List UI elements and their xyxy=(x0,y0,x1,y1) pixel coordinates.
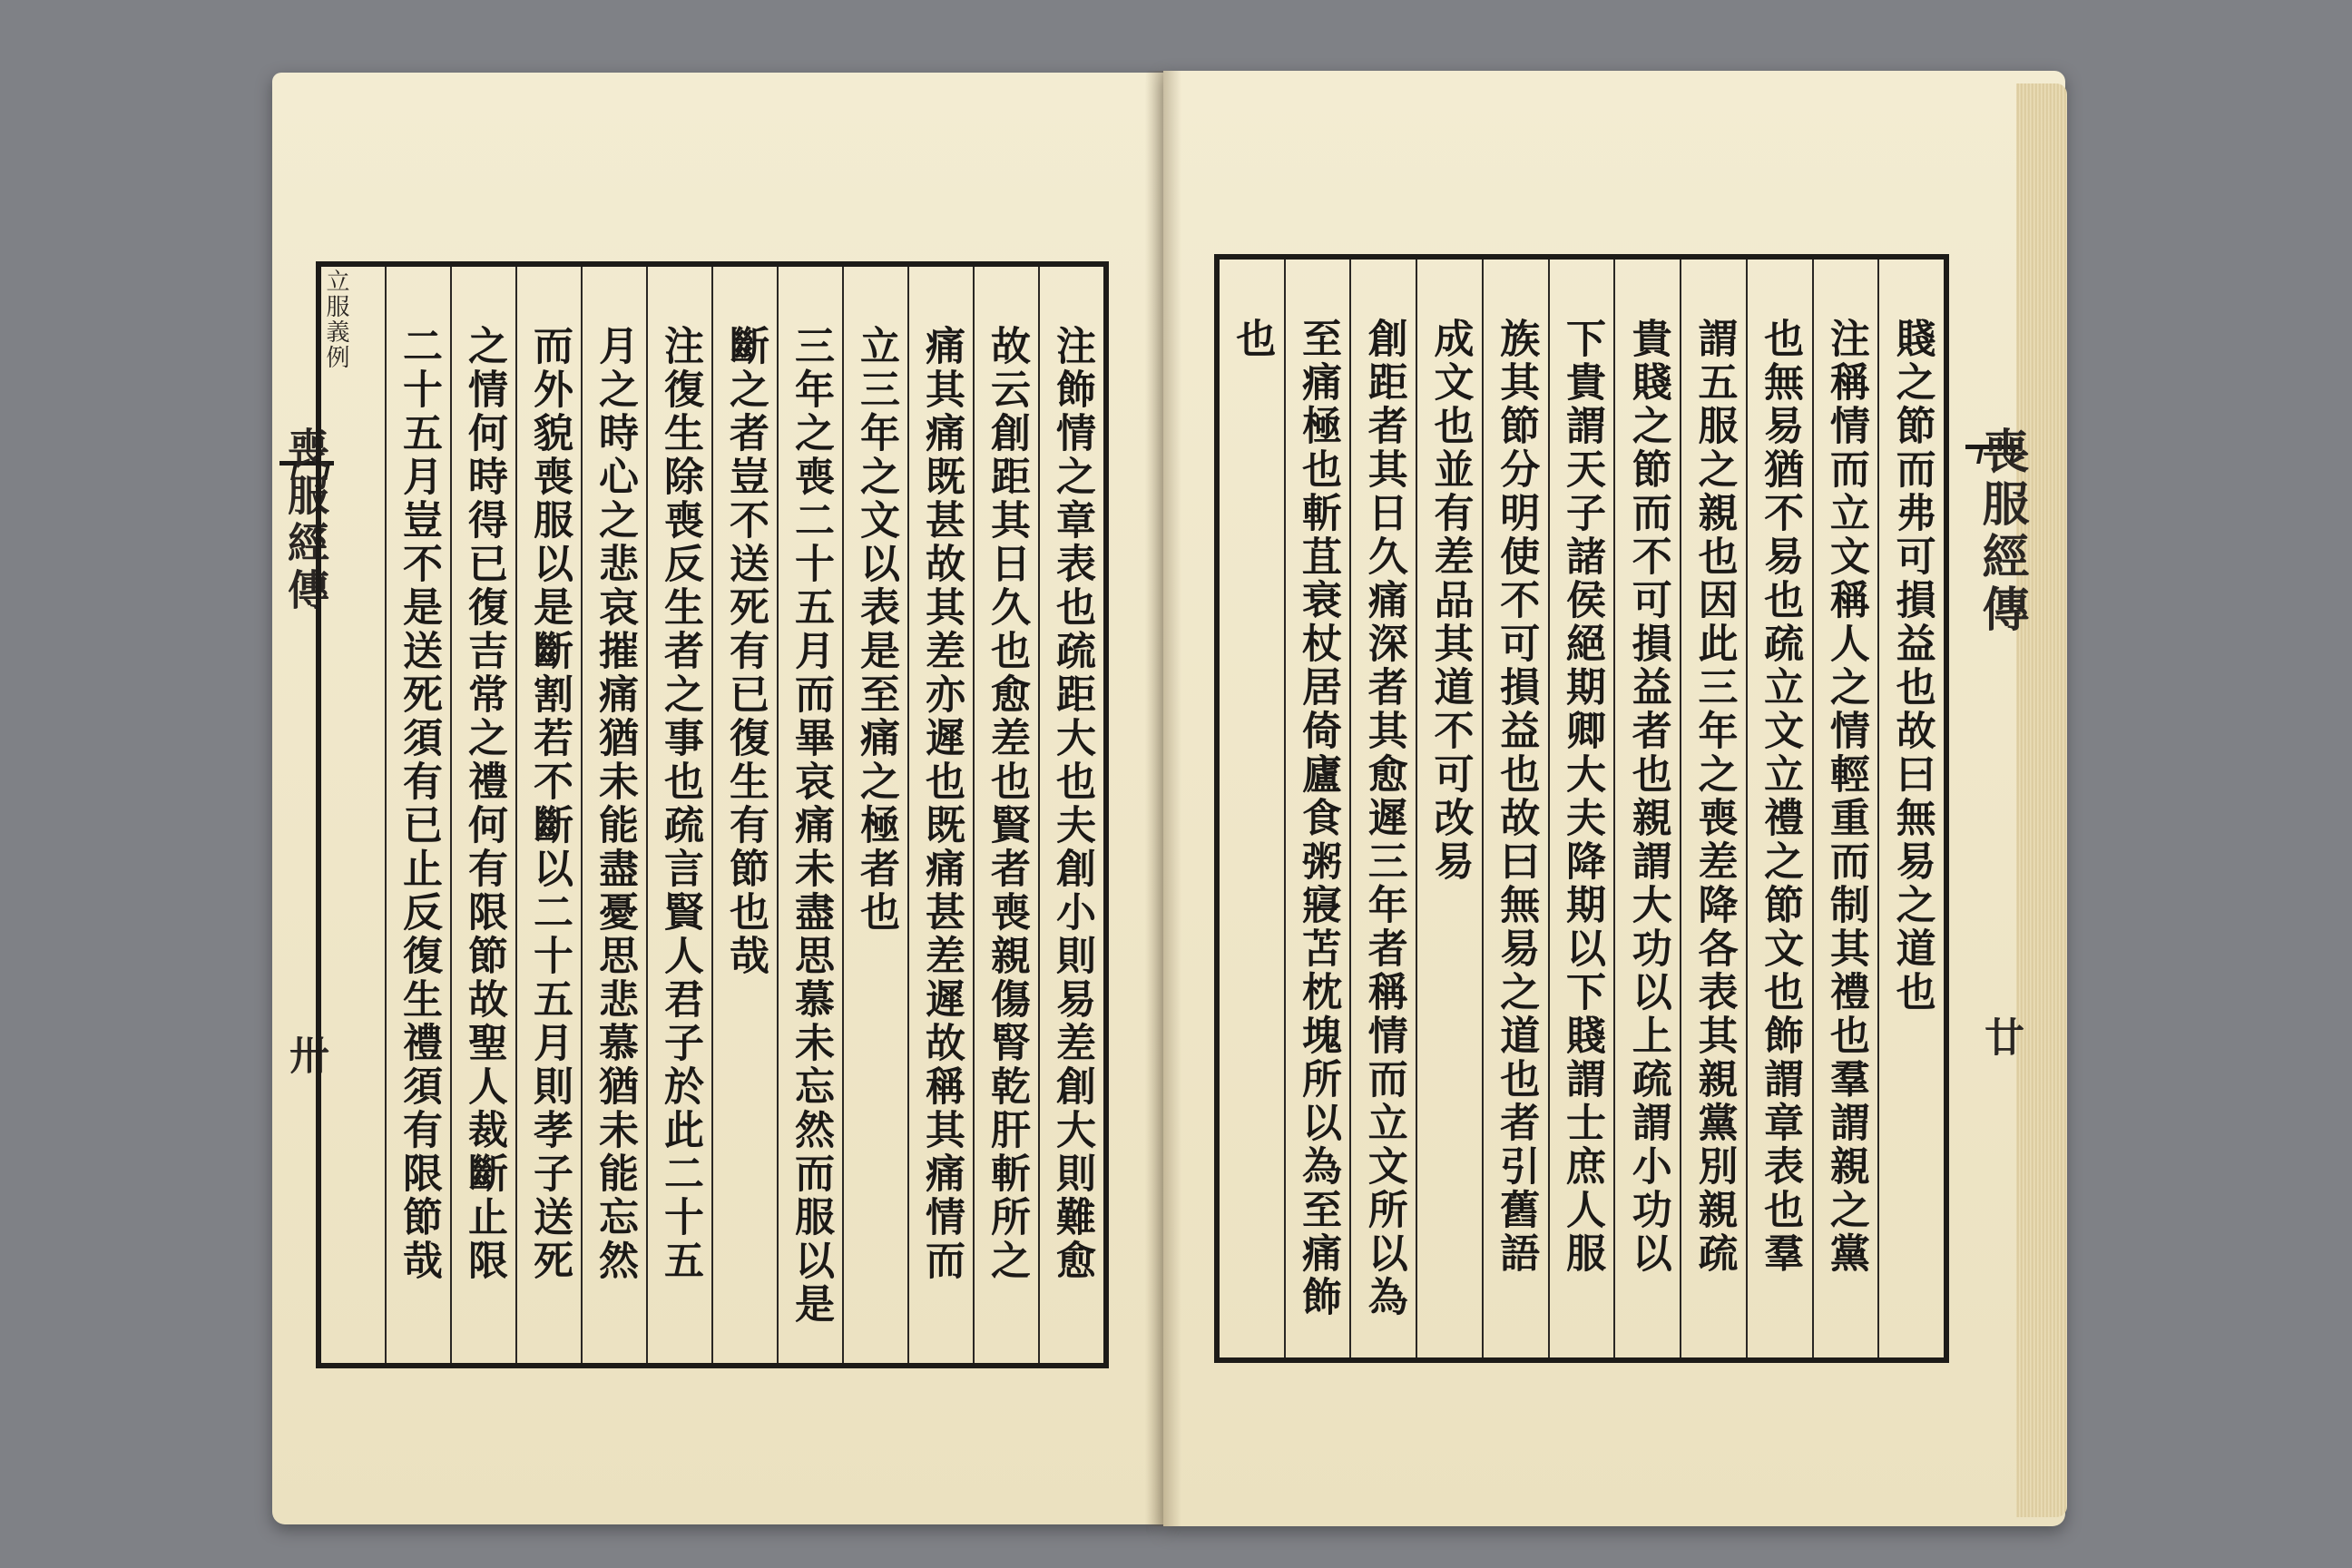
left-column-8: 月之時心之悲哀摧痛猶未能盡憂思悲慕猶未能忘然 xyxy=(581,267,646,1363)
right-fold-leaf-number: 廿 xyxy=(1977,1016,2024,1056)
left-fold-label-title: 喪服經傳 xyxy=(281,426,330,615)
right-column-2: 注稱情而立文稱人之情輕重而制其禮也羣謂親之黨 xyxy=(1812,260,1878,1357)
right-column-9: 創距者其日久痛深者其愈遲三年者稱情而立文所以為 xyxy=(1349,260,1416,1357)
right-column-8: 成文也並有差品其道不可改易 xyxy=(1416,260,1482,1357)
book-gutter xyxy=(1145,71,1181,1526)
right-column-1: 賤之節而弗可損益也故曰無易之道也 xyxy=(1877,260,1944,1357)
right-column-10: 至痛極也斬苴衰杖居倚廬食粥寢苫枕塊所以為至痛飾 xyxy=(1284,260,1350,1357)
left-column-6: 斷之者豈不送死有已復生有節也哉 xyxy=(711,267,777,1363)
right-column-4: 謂五服之親也因此三年之喪差降各表其親黨別親疏 xyxy=(1680,260,1746,1357)
left-column-10: 之情何時得已復吉常之禮何有限節故聖人裁斷止限 xyxy=(450,267,515,1363)
left-column-9: 而外貌喪服以是斷割若不斷以二十五月則孝子送死 xyxy=(515,267,581,1363)
right-column-6: 下貴謂天子諸侯絕期卿大夫降期以下賤謂士庶人服 xyxy=(1548,260,1614,1357)
page-edges xyxy=(2016,83,2067,1517)
right-column-7: 族其節分明使不可損益也故曰無易之道也者引舊語 xyxy=(1482,260,1548,1357)
left-fold-leaf-number: 卅 xyxy=(282,1034,328,1074)
left-column-11: 二十五月豈不是送死須有已止反復生禮須有限節哉 xyxy=(385,267,450,1363)
right-column-3: 也無易猶不易也疏立文立禮之節文也飾謂章表也羣 xyxy=(1746,260,1812,1357)
left-fold-label-small: 立服義例 xyxy=(322,269,349,370)
left-column-1: 注飾情之章表也疏距大也夫創小則易差創大則難愈 xyxy=(1038,267,1103,1363)
right-fold-label-title: 喪服經傳 xyxy=(1974,426,2029,637)
left-column-2: 故云創距其日久也愈差也賢者喪親傷腎乾肝斬所之 xyxy=(973,267,1038,1363)
right-text-frame xyxy=(1214,254,1949,1363)
right-column-11: 也 xyxy=(1229,318,1276,361)
left-column-4: 立三年之文以表是至痛之極者也 xyxy=(842,267,907,1363)
left-column-5: 三年之喪二十五月而畢哀痛未盡思慕未忘然而服以是 xyxy=(777,267,842,1363)
left-column-12 xyxy=(321,267,385,1363)
right-column-5: 貴賤之節而不可損益者也親謂大功以上疏謂小功以 xyxy=(1613,260,1680,1357)
left-column-3: 痛其痛既甚故其差亦遲也既痛甚差遲故稱其痛情而 xyxy=(907,267,973,1363)
left-column-7: 注復生除喪反生者之事也疏言賢人君子於此二十五 xyxy=(646,267,711,1363)
left-text-frame xyxy=(316,261,1109,1368)
